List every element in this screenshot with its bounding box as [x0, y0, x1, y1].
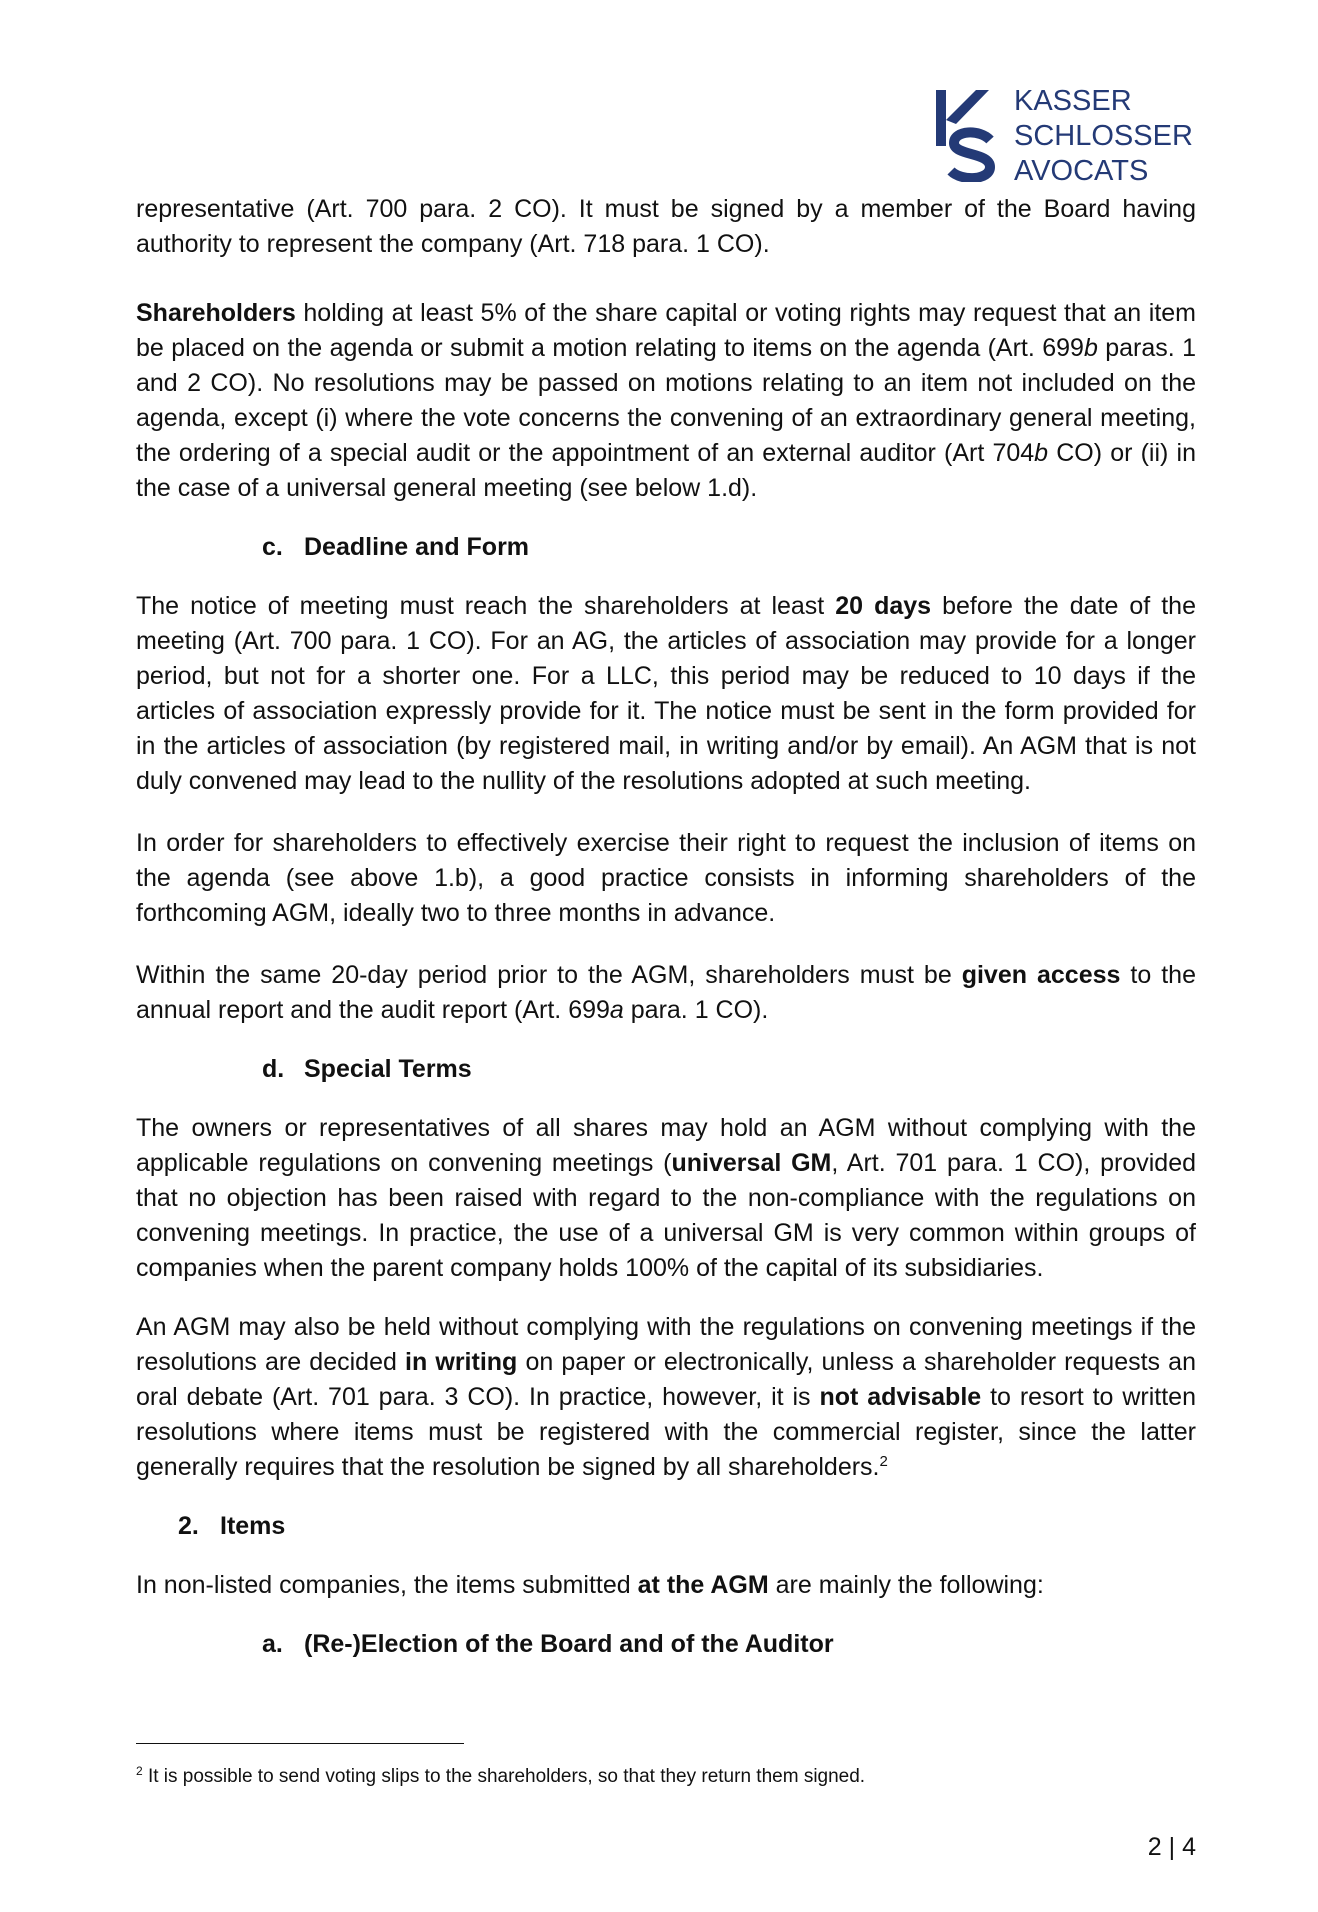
footnote-marker: 2 — [136, 1764, 143, 1778]
footnote-text: It is possible to send voting slips to the shareholders, so that they return them signed. — [142, 1766, 866, 1787]
text-run: before the date of the meeting (Art. 700 para. 1 CO). For an AG, the articles of association may provide for a longer period, but not for a shorter one. For a LLC, this period may be reduced to 10 days if the articles of association expressly provide for it. The notice must be sent in the form provided for in the articles of association (by registered mail, in writing and/or by email). An AGM that is not duly convened may lead to the nullity of the resolutions adopted at such meeting. — [136, 592, 1196, 795]
bold-term-20-days: 20 days — [835, 592, 932, 620]
text-run: Within the same 20-day period prior to the AGM, shareholders must be — [136, 961, 962, 989]
heading-number: a. — [262, 1630, 283, 1658]
footnote-reference[interactable]: 2 — [879, 1453, 888, 1470]
heading-number: d. — [262, 1055, 285, 1083]
logo-text-line-1: KASSER — [1014, 85, 1132, 117]
bold-term-universal-gm: universal GM — [671, 1149, 832, 1177]
paragraph-universal-gm — [136, 1111, 1196, 1286]
text-run: An AGM may also be held without complying with the regulations on convening meetings if the resolutions are decided — [136, 1313, 1196, 1376]
heading-number: c. — [262, 533, 283, 561]
paragraph-written-resolutions — [136, 1310, 1196, 1485]
text-run: on paper or electronically, unless a shareholder requests an oral debate (Art. 701 para. 3 CO). In practice, however, it is — [136, 1348, 1196, 1411]
heading-number: 2. — [178, 1512, 199, 1540]
text-run: to resort to written resolutions where items must be registered with the commercial register, since the latter generally requires that the resolution be signed by all shareholders. — [136, 1383, 1196, 1481]
italic-letter: b — [1083, 334, 1098, 362]
text-run: holding at least 5% of the share capital or voting rights may request that an item be placed on the agenda or submit a motion relating to items on the agenda (Art. 699 — [136, 299, 1196, 362]
logo-text-line-2: SCHLOSSER — [1014, 120, 1193, 152]
heading-items — [136, 1509, 1196, 1544]
text-run: The notice of meeting must reach the shareholders at least — [136, 592, 836, 620]
italic-letter: a — [609, 996, 624, 1024]
heading-title: (Re-)Election of the Board and of the Auditor — [304, 1630, 834, 1658]
text-run: , Art. 701 para. 1 CO), provided that no objection has been raised with regard to the non-compliance with the regulations on convening meetings. In practice, the use of a universal GM is very common within groups of companies when the parent company holds 100% of the capital of its subsidiaries. — [136, 1149, 1197, 1282]
bold-term-at-the-agm: at the AGM — [637, 1571, 769, 1599]
firm-logo — [936, 84, 1196, 188]
paragraph-representative — [136, 192, 1196, 262]
heading-special-terms — [136, 1052, 1196, 1087]
text-run: The owners or representatives of all shares may hold an AGM without complying with the applicable regulations on convening meetings ( — [136, 1114, 1196, 1177]
text-run: are mainly the following: — [768, 1571, 1044, 1599]
ks-monogram-icon — [936, 90, 1006, 182]
text-run: In order for shareholders to effectively exercise their right to request the inclusion of items on the agenda (see above 1.b), a good practice consists in informing shareholders of the forthcoming AGM, ideally two to three months in advance. — [136, 829, 1196, 927]
footnote-separator — [136, 1743, 464, 1744]
heading-title: Special Terms — [304, 1055, 472, 1083]
bold-term-given-access: given access — [961, 961, 1121, 989]
bold-term-shareholders: Shareholders — [136, 299, 296, 327]
text-run: representative (Art. 700 para. 2 CO). It must be signed by a member of the Board having authority to represent the company (Art. 718 para. 1 CO). — [136, 195, 1196, 258]
paragraph-annual-report-access — [136, 958, 1196, 1028]
italic-letter: b — [1034, 439, 1049, 467]
text-run: to the annual report and the audit report (Art. 699 — [136, 961, 1196, 1024]
paragraph-good-practice — [136, 826, 1196, 931]
text-run: In non-listed companies, the items submitted — [136, 1571, 638, 1599]
logo-text-line-3: AVOCATS — [1014, 155, 1149, 187]
text-run: paras. 1 and 2 CO). No resolutions may be passed on motions relating to an item not included on the agenda, except (i) where the vote concerns the convening of an extraordinary general meeting, the ordering of a special audit or the appointment of an external auditor (Art 704 — [136, 334, 1197, 467]
bold-term-in-writing: in writing — [405, 1348, 518, 1376]
paragraph-notice-deadline — [136, 589, 1196, 799]
paragraph-items-intro — [136, 1568, 1196, 1603]
page-number: 2 | 4 — [1147, 1833, 1196, 1861]
heading-title: Items — [220, 1512, 286, 1540]
document-body — [136, 192, 1196, 1662]
heading-election-board-auditor — [136, 1627, 1196, 1662]
footnote — [136, 1764, 1196, 1790]
text-run: para. 1 CO). — [623, 996, 769, 1024]
text-run: CO) or (ii) in the case of a universal general meeting (see below 1.d). — [136, 439, 1196, 502]
bold-term-not-advisable: not advisable — [819, 1383, 982, 1411]
heading-deadline-and-form — [136, 530, 1196, 565]
heading-title: Deadline and Form — [304, 533, 530, 561]
paragraph-shareholders-agenda — [136, 296, 1196, 506]
